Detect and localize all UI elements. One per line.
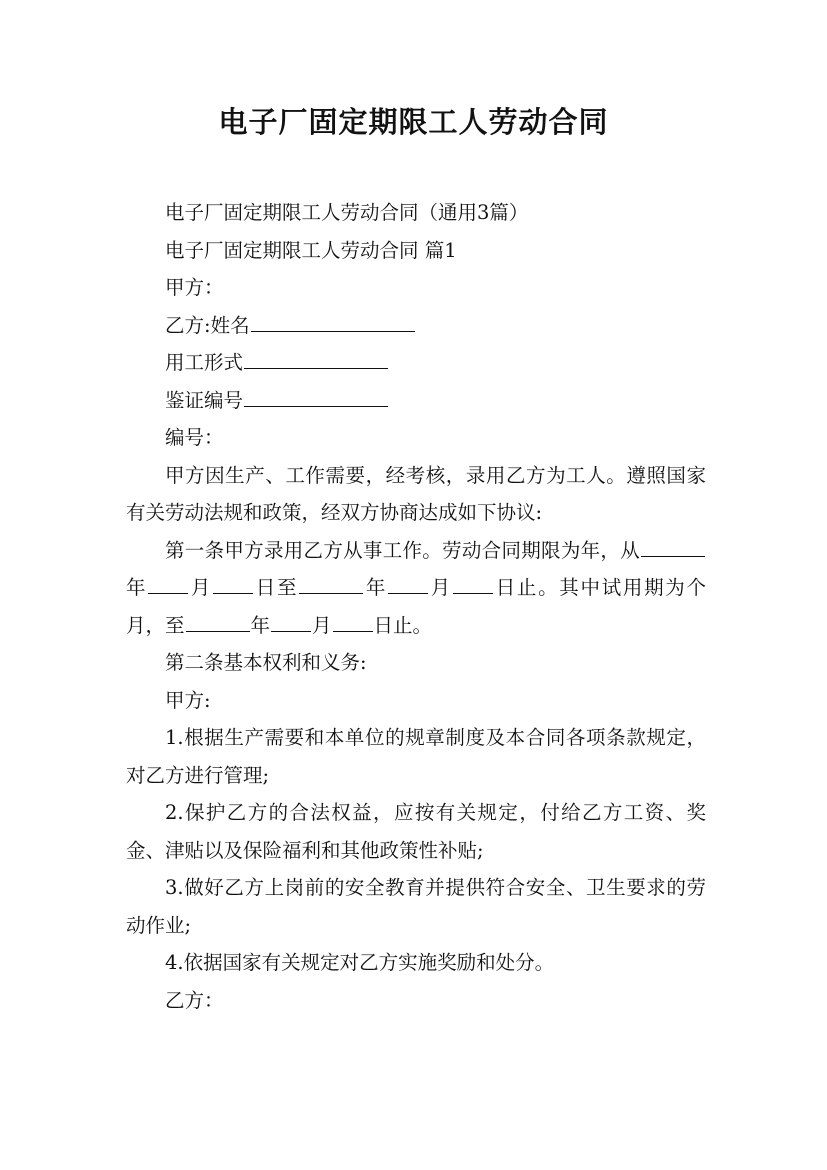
party-a-duties-label: 甲方: bbox=[165, 688, 211, 712]
end-day-blank bbox=[453, 573, 493, 594]
section-heading: 电子厂固定期限工人劳动合同 篇1 bbox=[165, 238, 457, 262]
verification-number-blank bbox=[244, 385, 388, 406]
start-day-blank bbox=[213, 573, 253, 594]
probation-year-blank bbox=[186, 610, 250, 631]
duty-item-1: 1.根据生产需要和本单位的规章制度及本合同各项条款规定，对乙方进行管理; bbox=[126, 726, 706, 787]
document-body bbox=[126, 194, 706, 1019]
article-one-paragraph bbox=[126, 532, 706, 645]
probation-text: 日止。其中试用期为个月，至 bbox=[126, 576, 706, 637]
start-month-blank bbox=[148, 573, 188, 594]
verification-number-line bbox=[126, 382, 706, 420]
duty-item-4: 4.依据国家有关规定对乙方实施奖励和处分。 bbox=[165, 951, 555, 974]
year-text: 年 bbox=[126, 576, 148, 599]
year-text: 年 bbox=[364, 576, 388, 599]
subtitle-line: 电子厂固定期限工人劳动合同（通用3篇） bbox=[165, 201, 529, 224]
probation-day-blank bbox=[333, 610, 373, 631]
probation-month-blank bbox=[271, 610, 311, 631]
number-label: 编号： bbox=[165, 426, 224, 449]
month-text: 月 bbox=[429, 576, 453, 599]
duty-item-2: 2.保护乙方的合法权益，应按有关规定，付给乙方工资、奖金、津贴以及保险福利和其他政策性补贴; bbox=[126, 801, 706, 862]
month-text: 月 bbox=[189, 576, 213, 599]
party-b-name-label: 乙方:姓名 bbox=[165, 313, 250, 337]
month-text: 月 bbox=[312, 613, 332, 637]
intro-paragraph: 甲方因生产、工作需要，经考核，录用乙方为工人。遵照国家有关劳动法规和政策，经双方协商达成如下协议: bbox=[126, 463, 706, 524]
party-b-name-line bbox=[126, 307, 706, 345]
name-blank bbox=[251, 310, 415, 331]
article-one-text: 第一条甲方录用乙方从事工作。劳动合同期限为年，从 bbox=[165, 538, 640, 562]
party-a-label: 甲方： bbox=[165, 276, 224, 299]
party-b-duties-label: 乙方： bbox=[165, 988, 224, 1012]
employment-form-label: 用工形式 bbox=[165, 351, 244, 374]
end-text: 日止。 bbox=[373, 613, 433, 637]
start-year-blank bbox=[641, 535, 705, 556]
verification-number-label: 鉴证编号 bbox=[165, 388, 244, 412]
document-title: 电子厂固定期限工人劳动合同 bbox=[218, 105, 609, 139]
employment-form-blank bbox=[244, 348, 388, 369]
day-to-text: 日至 bbox=[254, 576, 299, 599]
year-text: 年 bbox=[250, 613, 271, 637]
article-two-heading: 第二条基本权利和义务: bbox=[165, 651, 367, 674]
duty-item-3: 3.做好乙方上岗前的安全教育并提供符合安全、卫生要求的劳动作业; bbox=[126, 876, 706, 937]
employment-form-line bbox=[126, 344, 706, 382]
end-year-blank bbox=[299, 573, 363, 594]
end-month-blank bbox=[388, 573, 428, 594]
